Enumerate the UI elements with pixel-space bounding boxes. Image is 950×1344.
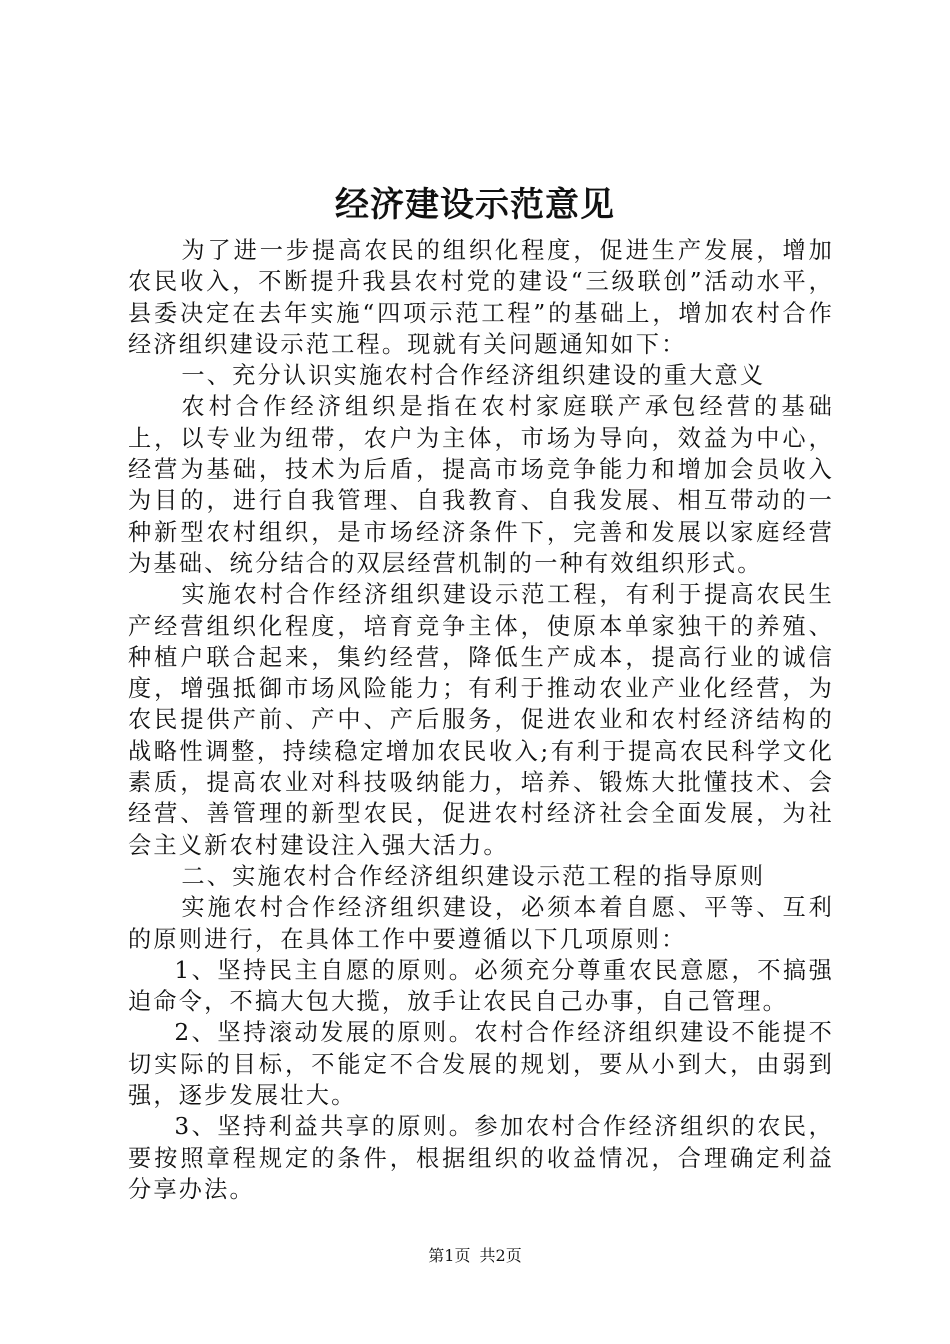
paragraph-intro: 为了进一步提高农民的组织化程度，促进生产发展，增加农民收入，不断提升我县农村党的建设“三级联创”活动水平，县委决定在去年实施“四项示范工程”的基础上，增加农村合作经济组织建设示范工程。现就有关问题通知如下： [128,237,834,358]
document-title: 经济建设示范意见 [335,185,615,225]
page-number: 第1页 [428,1246,471,1265]
principle-item-2: 2、坚持滚动发展的原则。农村合作经济组织建设不能提不切实际的目标，不能定不合发展的规划，要从小到大，由弱到强，逐步发展壮大。 [128,1019,834,1110]
paragraph-principles-intro: 实施农村合作经济组织建设，必须本着自愿、平等、互利的原则进行，在具体工作中要遵循以下几项原则： [128,894,834,953]
section-heading-1: 一、充分认识实施农村合作经济组织建设的重大意义 [181,362,766,390]
page-total: 共2页 [479,1246,522,1265]
paragraph-definition: 农村合作经济组织是指在农村家庭联产承包经营的基础上，以专业为纽带，农户为主体，市场为导向，效益为中心，经营为基础，技术为后盾，提高市场竞争能力和增加会员收入为目的，进行自我管理、自我教育、自我发展、相互带动的一种新型农村组织，是市场经济条件下，完善和发展以家庭经营为基础、统分结合的双层经营机制的一种有效组织形式。 [128,393,834,577]
principle-item-1: 1、坚持民主自愿的原则。必须充分尊重农民意愿，不搞强迫命令，不搞大包大揽，放手让农民自己办事，自己管理。 [128,956,834,1016]
document-body [128,235,834,1205]
principle-item-3: 3、坚持利益共享的原则。参加农村合作经济组织的农民，要按照章程规定的条件，根据组织的收益情况，合理确定利益分享办法。 [128,1113,834,1203]
section-heading-2: 二、实施农村合作经济组织建设示范工程的指导原则 [181,862,766,890]
page-footer [0,1244,950,1268]
paragraph-benefits: 实施农村合作经济组织建设示范工程，有利于提高农民生产经营组织化程度，培育竞争主体，使原本单家独干的养殖、种植户联合起来，集约经营，降低生产成本，提高行业的诚信度，增强抵御市场风险能力；有利于推动农业产业化经营，为农民提供产前、产中、产后服务，促进农业和农村经济结构的战略性调整，持续稳定增加农民收入;有利于提高农民科学文化素质，提高农业对科技吸纳能力，培养、锻炼大批懂技术、会经营、善管理的新型农民，促进农村经济社会全面发展，为社会主义新农村建设注入强大活力。 [128,581,834,859]
